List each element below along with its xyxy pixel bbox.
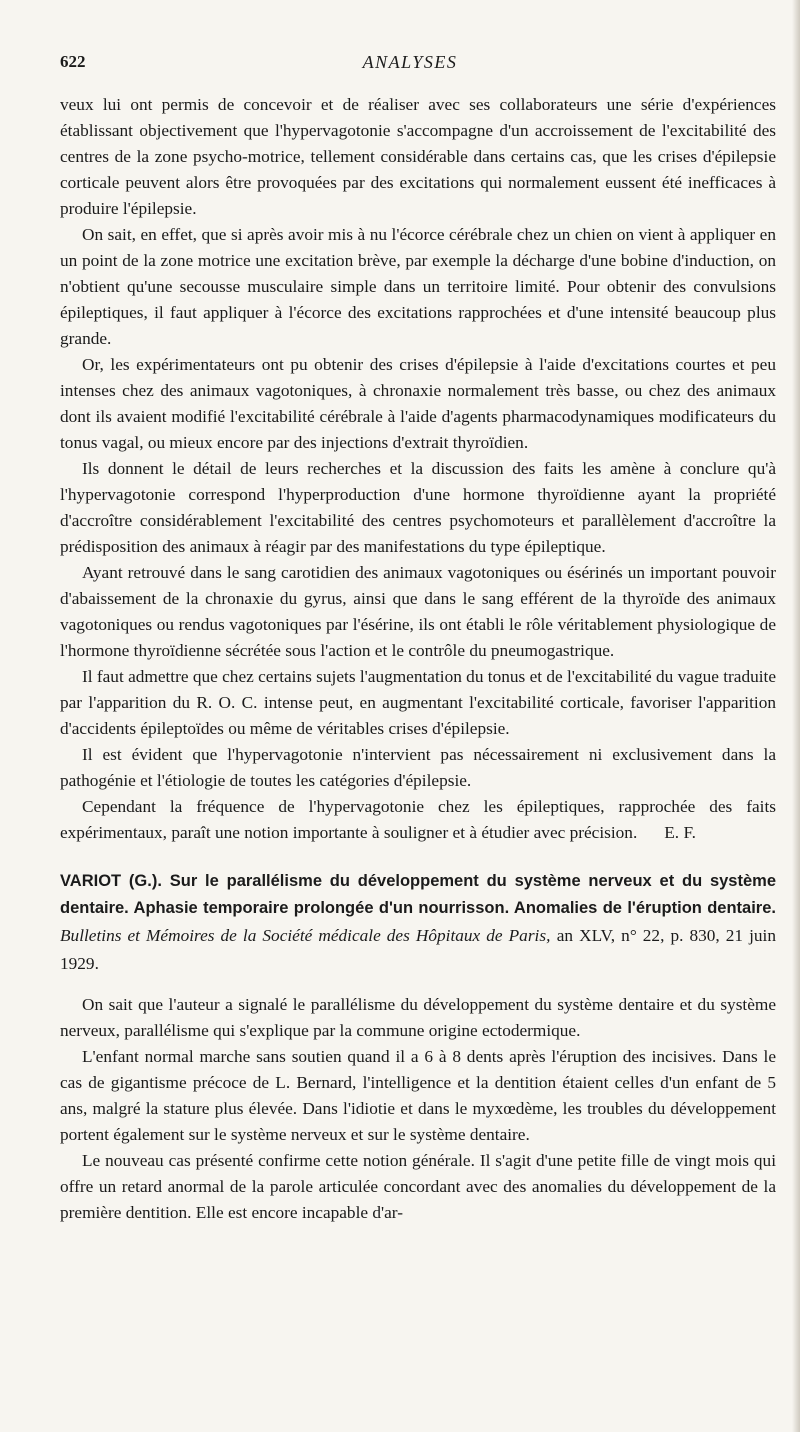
paragraph: Ils donnent le détail de leurs recherches et la discussion des faits les amène à conclure qu'à l'hypervagotonie correspond l'hyperproduction d'une hormone thyroïdienne ayant la propriété d'accroître considérablement l'excitabilité des centres psychomoteurs et parallèlement d'accroître la prédisposition des animaux à réagir par des manifestations du type épileptique. (60, 459, 776, 556)
author-signature: E. F. (664, 823, 696, 842)
paragraph: Il est évident que l'hypervagotonie n'intervient pas nécessairement ni exclusivement dans la pathogénie et l'étiologie de toutes les catégories d'épilepsie. (60, 745, 776, 790)
page-edge-shadow (792, 0, 800, 1432)
running-title: ANALYSES (362, 52, 458, 72)
paragraph: On sait que l'auteur a signalé le parallélisme du développement du système dentaire et du système nerveux, parallélisme qui s'explique par la commune origine ectodermique. (60, 995, 776, 1040)
page-header (60, 52, 760, 80)
entry-reference: an XLV, n° 22, p. 830, 21 juin 1929. (60, 926, 776, 973)
paragraph: Or, les expérimentateurs ont pu obtenir des crises d'épilepsie à l'aide d'excitations courtes et peu intenses chez des animaux vagotoniques, à chronaxie normalement très basse, ou chez des animaux dont ils avaient modifié l'excitabilité cérébrale à l'aide d'agents pharmacodynamiques modificateurs du tonus vagal, ou mieux encore par des injections d'extrait thyroïdien. (60, 355, 776, 452)
paragraph: Cependant la fréquence de l'hypervagotonie chez les épileptiques, rapprochée des faits expérimentaux, paraît une notion importante à souligner et à étudier avec précision. (60, 797, 776, 842)
paragraph: On sait, en effet, que si après avoir mis à nu l'écorce cérébrale chez un chien on vient à appliquer en un point de la zone motrice une excitation brève, par exemple la décharge d'une bobine d'induction, on n'obtient qu'une secousse musculaire simple dans un territoire limité. Pour obtenir des convulsions épileptiques, il faut appliquer à l'écorce des excitations rapprochées et d'une intensité beaucoup plus grande. (60, 225, 776, 348)
paragraph: Ayant retrouvé dans le sang carotidien des animaux vagotoniques ou ésérinés un important pouvoir d'abaissement de la chronaxie du gyrus, ainsi que dans le sang efférent de la thyroïde des animaux vagotoniques ou rendus vagotoniques par l'ésérine, ils ont établi le rôle véritablement physiologique de l'hormone thyroïdienne sécrétée sous l'action et le contrôle du pneumogastrique. (60, 563, 776, 660)
page-body (60, 92, 776, 1226)
paragraph: veux lui ont permis de concevoir et de réaliser avec ses collaborateurs une série d'expériences établissant objectivement que l'hypervagotonie s'accompagne d'un accroissement de l'excitabilité des centres de la zone psycho-motrice, tellement considérable dans certains cas, que les crises d'épilepsie corticale peuvent alors être provoquées par des excitations qui normalement eussent été inefficaces à produire l'épilepsie. (60, 95, 776, 218)
paragraph: Le nouveau cas présenté confirme cette notion générale. Il s'agit d'une petite fille de vingt mois qui offre un retard anormal de la parole articulée concordant avec des anomalies du développement de la première dentition. Elle est encore incapable d'ar- (60, 1151, 776, 1222)
page-number: 622 (60, 52, 86, 71)
bibliographic-entry (60, 868, 776, 978)
entry-title: Sur le parallélisme du développement du système nerveux et du système dentaire. Aphasie temporaire prolongée d'un nourrisson. Anomalies de l'éruption dentaire. (60, 872, 776, 917)
paragraph: Il faut admettre que chez certains sujets l'augmentation du tonus et de l'excitabilité du vague traduite par l'apparition du R. O. C. intense peut, en augmentant l'excitabilité corticale, favoriser l'apparition d'accidents épileptoïdes ou même de véritables crises d'épilepsie. (60, 667, 776, 738)
entry-journal: Bulletins et Mémoires de la Société médicale des Hôpitaux de Paris, (60, 926, 551, 945)
paragraph: L'enfant normal marche sans soutien quand il a 6 à 8 dents après l'éruption des incisives. Dans le cas de gigantisme précoce de L. Bernard, l'intelligence et la dentition étaient celles d'un enfant de 5 ans, malgré la stature plus élevée. Dans l'idiotie et dans le myxœdème, les troubles du développement portent également sur le système nerveux et sur le système dentaire. (60, 1047, 776, 1144)
entry-author: VARIOT (G.). (60, 872, 162, 890)
